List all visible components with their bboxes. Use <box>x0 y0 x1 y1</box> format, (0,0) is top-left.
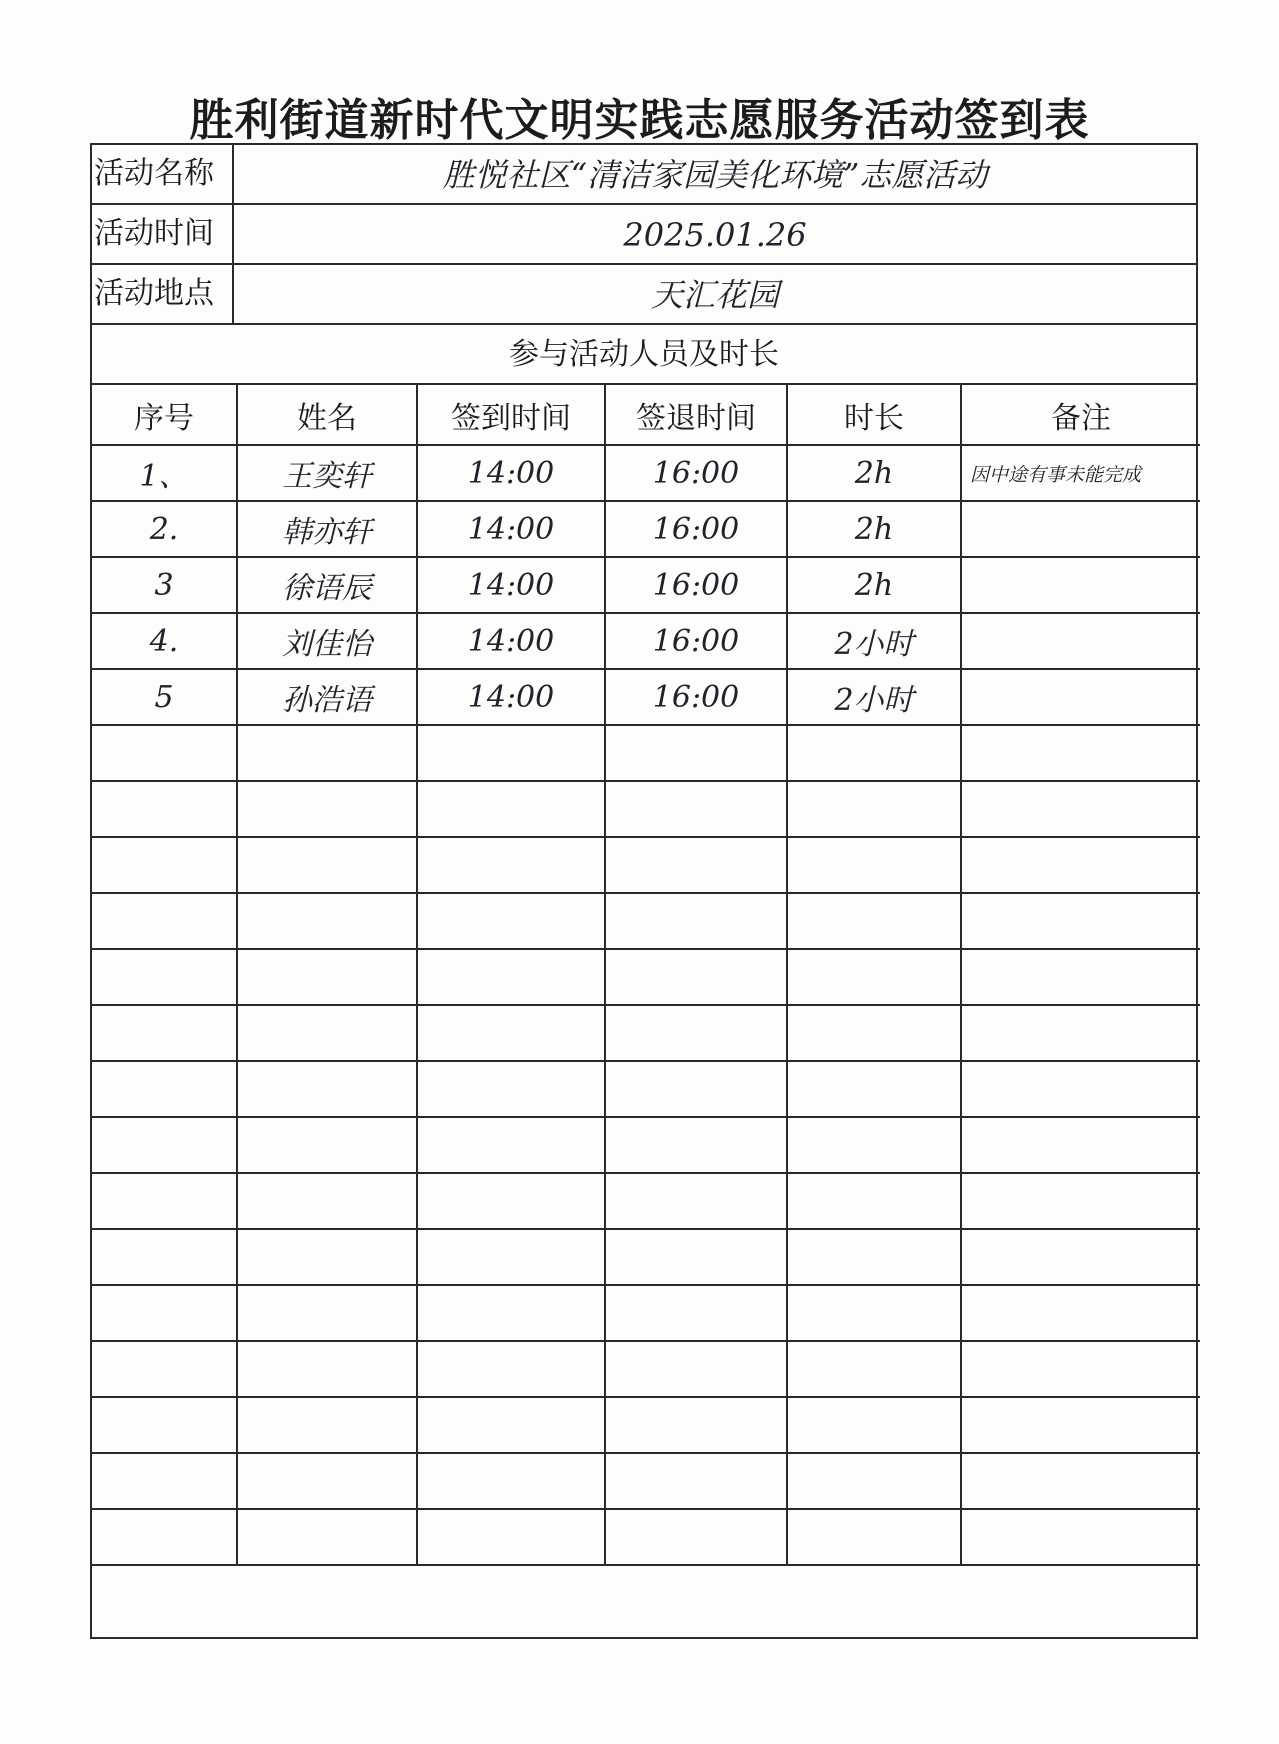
empty-cell <box>92 1173 237 1229</box>
duration: 2h <box>787 445 961 501</box>
empty-cell <box>237 1509 417 1565</box>
table-row <box>92 445 1200 501</box>
empty-table-row <box>92 1117 1200 1173</box>
empty-cell <box>237 1229 417 1285</box>
table-row <box>92 501 1200 557</box>
empty-table-row <box>92 1397 1200 1453</box>
row-number: 3 <box>92 557 237 613</box>
empty-cell <box>417 725 605 781</box>
empty-table-row <box>92 1005 1200 1061</box>
empty-cell <box>605 1061 787 1117</box>
sign-out-time: 16:00 <box>605 501 787 557</box>
empty-cell <box>961 1397 1200 1453</box>
activity-place-label: 活动地点 <box>92 265 234 323</box>
empty-table-row <box>92 893 1200 949</box>
empty-table-row <box>92 1285 1200 1341</box>
duration: 2h <box>787 501 961 557</box>
empty-cell <box>605 725 787 781</box>
empty-cell <box>92 1509 237 1565</box>
empty-table-row <box>92 1173 1200 1229</box>
remark <box>961 557 1200 613</box>
empty-cell <box>787 781 961 837</box>
empty-cell <box>961 837 1200 893</box>
empty-cell <box>417 949 605 1005</box>
empty-cell <box>92 725 237 781</box>
empty-cell <box>787 1397 961 1453</box>
sign-out-time: 16:00 <box>605 445 787 501</box>
empty-cell <box>605 1509 787 1565</box>
empty-cell <box>417 1453 605 1509</box>
table-row <box>92 557 1200 613</box>
empty-cell <box>787 1061 961 1117</box>
empty-table-row <box>92 1509 1200 1565</box>
empty-table-row <box>92 837 1200 893</box>
empty-cell <box>787 837 961 893</box>
column-header-sign-out: 签退时间 <box>605 385 787 445</box>
empty-cell <box>961 1453 1200 1509</box>
activity-place-row <box>92 265 1196 325</box>
empty-cell <box>237 1061 417 1117</box>
empty-cell <box>92 1117 237 1173</box>
empty-cell <box>237 1453 417 1509</box>
empty-cell <box>417 1061 605 1117</box>
empty-cell <box>787 949 961 1005</box>
empty-cell <box>92 837 237 893</box>
empty-cell <box>92 1005 237 1061</box>
sign-out-time: 16:00 <box>605 613 787 669</box>
empty-cell <box>417 1117 605 1173</box>
activity-time-row <box>92 205 1196 265</box>
empty-cell <box>961 1173 1200 1229</box>
empty-cell <box>237 1005 417 1061</box>
activity-name-row <box>92 145 1196 205</box>
activity-name-value: 胜悦社区“清洁家园美化环境”志愿活动 <box>442 156 988 194</box>
empty-cell <box>787 1229 961 1285</box>
empty-cell <box>787 1173 961 1229</box>
empty-cell <box>417 1341 605 1397</box>
empty-cell <box>605 1229 787 1285</box>
page-title: 胜利街道新时代文明实践志愿服务活动签到表 <box>189 95 1090 146</box>
empty-table-row <box>92 1453 1200 1509</box>
empty-cell <box>787 893 961 949</box>
participants-section-title: 参与活动人员及时长 <box>92 325 1196 385</box>
remark <box>961 669 1200 725</box>
sign-in-time: 14:00 <box>417 445 605 501</box>
empty-cell <box>787 1341 961 1397</box>
empty-cell <box>961 781 1200 837</box>
empty-cell <box>92 1453 237 1509</box>
participants-table <box>92 385 1200 1566</box>
empty-cell <box>605 781 787 837</box>
duration: 2小时 <box>787 669 961 725</box>
empty-cell <box>92 893 237 949</box>
empty-table-row <box>92 1229 1200 1285</box>
empty-table-row <box>92 949 1200 1005</box>
sign-out-time: 16:00 <box>605 557 787 613</box>
sign-in-time: 14:00 <box>417 613 605 669</box>
empty-cell <box>237 837 417 893</box>
empty-cell <box>417 781 605 837</box>
empty-cell <box>417 1509 605 1565</box>
empty-cell <box>787 725 961 781</box>
empty-cell <box>417 1229 605 1285</box>
remark: 因中途有事未能完成 <box>961 445 1200 501</box>
empty-cell <box>237 1173 417 1229</box>
participant-name: 刘佳怡 <box>237 613 417 669</box>
row-number: 1、 <box>92 445 237 501</box>
sign-in-time: 14:00 <box>417 669 605 725</box>
empty-cell <box>237 1117 417 1173</box>
empty-cell <box>92 1397 237 1453</box>
remark <box>961 501 1200 557</box>
activity-place-value: 天汇花园 <box>650 276 779 314</box>
empty-cell <box>605 1285 787 1341</box>
sign-in-time: 14:00 <box>417 557 605 613</box>
activity-time-value: 2025.01.26 <box>623 216 807 254</box>
row-number: 4. <box>92 613 237 669</box>
empty-cell <box>961 725 1200 781</box>
activity-time-label: 活动时间 <box>92 205 234 263</box>
row-number: 5 <box>92 669 237 725</box>
empty-cell <box>417 893 605 949</box>
sign-in-time: 14:00 <box>417 501 605 557</box>
empty-cell <box>237 1285 417 1341</box>
empty-cell <box>961 1005 1200 1061</box>
empty-cell <box>237 781 417 837</box>
empty-cell <box>92 1061 237 1117</box>
column-header-duration: 时长 <box>787 385 961 445</box>
participant-name: 徐语辰 <box>237 557 417 613</box>
empty-cell <box>961 1061 1200 1117</box>
empty-cell <box>787 1005 961 1061</box>
remark <box>961 613 1200 669</box>
empty-table-row <box>92 725 1200 781</box>
empty-cell <box>961 1229 1200 1285</box>
empty-cell <box>417 1285 605 1341</box>
empty-cell <box>237 1397 417 1453</box>
empty-cell <box>961 1509 1200 1565</box>
empty-cell <box>787 1285 961 1341</box>
participant-name: 韩亦轩 <box>237 501 417 557</box>
sign-out-time: 16:00 <box>605 669 787 725</box>
empty-cell <box>237 893 417 949</box>
empty-cell <box>92 1229 237 1285</box>
duration: 2h <box>787 557 961 613</box>
empty-cell <box>92 1285 237 1341</box>
empty-cell <box>605 1453 787 1509</box>
empty-table-row <box>92 1061 1200 1117</box>
empty-table-row <box>92 781 1200 837</box>
empty-cell <box>605 1173 787 1229</box>
empty-cell <box>961 1117 1200 1173</box>
activity-name-label: 活动名称 <box>92 145 234 203</box>
empty-cell <box>605 893 787 949</box>
empty-cell <box>787 1117 961 1173</box>
empty-cell <box>237 949 417 1005</box>
empty-cell <box>961 1285 1200 1341</box>
empty-cell <box>92 781 237 837</box>
empty-cell <box>417 1173 605 1229</box>
column-header-sign-in: 签到时间 <box>417 385 605 445</box>
empty-cell <box>237 725 417 781</box>
row-number: 2. <box>92 501 237 557</box>
participant-name: 王奕轩 <box>237 445 417 501</box>
sign-in-form <box>90 143 1198 1639</box>
column-header-no: 序号 <box>92 385 237 445</box>
column-header-remark: 备注 <box>961 385 1200 445</box>
empty-cell <box>237 1341 417 1397</box>
empty-cell <box>417 1397 605 1453</box>
table-row <box>92 669 1200 725</box>
table-row <box>92 613 1200 669</box>
empty-cell <box>605 1117 787 1173</box>
empty-cell <box>417 1005 605 1061</box>
participant-name: 孙浩语 <box>237 669 417 725</box>
empty-cell <box>961 949 1200 1005</box>
empty-cell <box>605 837 787 893</box>
duration: 2小时 <box>787 613 961 669</box>
table-header-row <box>92 385 1200 445</box>
empty-cell <box>787 1453 961 1509</box>
empty-cell <box>92 1341 237 1397</box>
empty-cell <box>961 1341 1200 1397</box>
empty-cell <box>605 1397 787 1453</box>
empty-cell <box>605 1005 787 1061</box>
empty-table-row <box>92 1341 1200 1397</box>
empty-cell <box>605 1341 787 1397</box>
empty-cell <box>92 949 237 1005</box>
empty-cell <box>417 837 605 893</box>
empty-cell <box>605 949 787 1005</box>
empty-cell <box>961 893 1200 949</box>
empty-cell <box>787 1509 961 1565</box>
column-header-name: 姓名 <box>237 385 417 445</box>
